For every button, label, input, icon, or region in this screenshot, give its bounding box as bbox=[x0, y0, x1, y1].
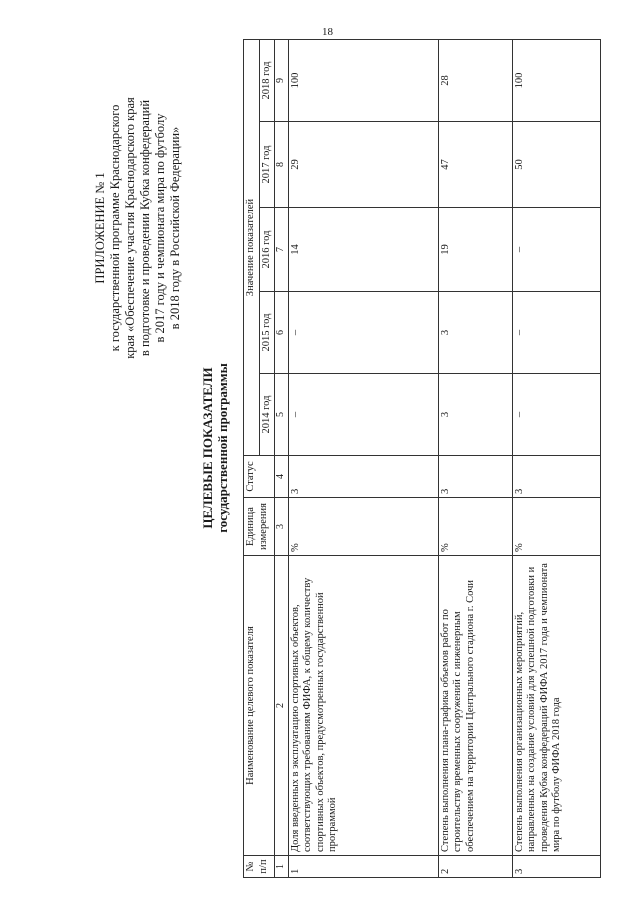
numbering-row bbox=[275, 40, 289, 878]
col-number: 2 bbox=[275, 556, 289, 856]
header-row bbox=[244, 40, 260, 878]
header-name: Наименование целевого показателя bbox=[244, 556, 275, 856]
page-number: 18 bbox=[322, 26, 333, 38]
row-value-2015: – bbox=[288, 292, 438, 374]
row-name: Степень выполнения плана-графика объемов работ по строительству временных сооружений с инженерным обеспечением на территории Центрального стадиона г. Сочи bbox=[438, 556, 512, 856]
col-number: 1 bbox=[275, 856, 289, 878]
row-num: 1 bbox=[288, 856, 438, 878]
col-number: 6 bbox=[275, 292, 289, 374]
col-number: 4 bbox=[275, 456, 289, 498]
appendix-block bbox=[93, 58, 183, 398]
appendix-line-2: края «Обеспечение участия Краснодарского края bbox=[123, 97, 137, 359]
row-unit: % bbox=[512, 498, 600, 556]
row-value-2018: 100 bbox=[512, 40, 600, 122]
row-name: Доля введенных в эксплуатацию спортивных объектов, соответствующих требованиям ФИФА, к общему количеству спортивных объектов, предусмотренных государственной программой bbox=[288, 556, 438, 856]
table-row bbox=[438, 40, 512, 878]
row-value-2016: – bbox=[512, 208, 600, 292]
header-status: Статус bbox=[244, 456, 275, 498]
row-value-2017: 47 bbox=[438, 122, 512, 208]
row-value-2017: 50 bbox=[512, 122, 600, 208]
row-value-2014: – bbox=[288, 374, 438, 456]
header-year: 2015 год bbox=[259, 292, 275, 374]
row-value-2014: 3 bbox=[438, 374, 512, 456]
heading-title: ЦЕЛЕВЫЕ ПОКАЗАТЕЛИ bbox=[200, 367, 215, 529]
rotated-page bbox=[5, 18, 615, 878]
col-number: 7 bbox=[275, 208, 289, 292]
header-num: № п/п bbox=[244, 856, 275, 878]
row-value-2017: 29 bbox=[288, 122, 438, 208]
row-status: 3 bbox=[288, 456, 438, 498]
targets-table bbox=[243, 39, 601, 878]
row-value-2016: 14 bbox=[288, 208, 438, 292]
row-value-2015: 3 bbox=[438, 292, 512, 374]
row-value-2016: 19 bbox=[438, 208, 512, 292]
appendix-title: ПРИЛОЖЕНИЕ № 1 bbox=[93, 172, 107, 284]
row-num: 3 bbox=[512, 856, 600, 878]
table-row bbox=[512, 40, 600, 878]
row-status: 3 bbox=[512, 456, 600, 498]
row-status: 3 bbox=[438, 456, 512, 498]
appendix-line-5: в 2018 году в Российской Федерации» bbox=[168, 126, 182, 330]
table-row bbox=[288, 40, 438, 878]
col-number: 3 bbox=[275, 498, 289, 556]
header-values: Значение показателей bbox=[244, 40, 260, 456]
header-year: 2014 год bbox=[259, 374, 275, 456]
appendix-line-1: к государственной программе Краснодарского bbox=[108, 104, 122, 352]
row-value-2018: 100 bbox=[288, 40, 438, 122]
header-year: 2018 год bbox=[259, 40, 275, 122]
row-value-2014: – bbox=[512, 374, 600, 456]
appendix-line-3: в подготовке и проведении Кубка конфедераций bbox=[138, 99, 152, 357]
heading-subtitle: государственной программы bbox=[215, 363, 230, 533]
header-year: 2017 год bbox=[259, 122, 275, 208]
document-heading bbox=[200, 218, 230, 678]
row-num: 2 bbox=[438, 856, 512, 878]
appendix-line-4: в 2017 году и чемпионата мира по футболу bbox=[153, 113, 167, 343]
header-unit: Единица измерения bbox=[244, 498, 275, 556]
row-unit: % bbox=[288, 498, 438, 556]
col-number: 8 bbox=[275, 122, 289, 208]
row-name: Степень выполнения организационных мероприятий, направленных на создание условий для успешной подготовки и проведения Кубка конфедераций ФИФА 2017 года и чемпионата мира по футболу ФИФА 2018 года bbox=[512, 556, 600, 856]
row-value-2015: – bbox=[512, 292, 600, 374]
row-unit: % bbox=[438, 498, 512, 556]
col-number: 5 bbox=[275, 374, 289, 456]
header-year: 2016 год bbox=[259, 208, 275, 292]
row-value-2018: 28 bbox=[438, 40, 512, 122]
col-number: 9 bbox=[275, 40, 289, 122]
